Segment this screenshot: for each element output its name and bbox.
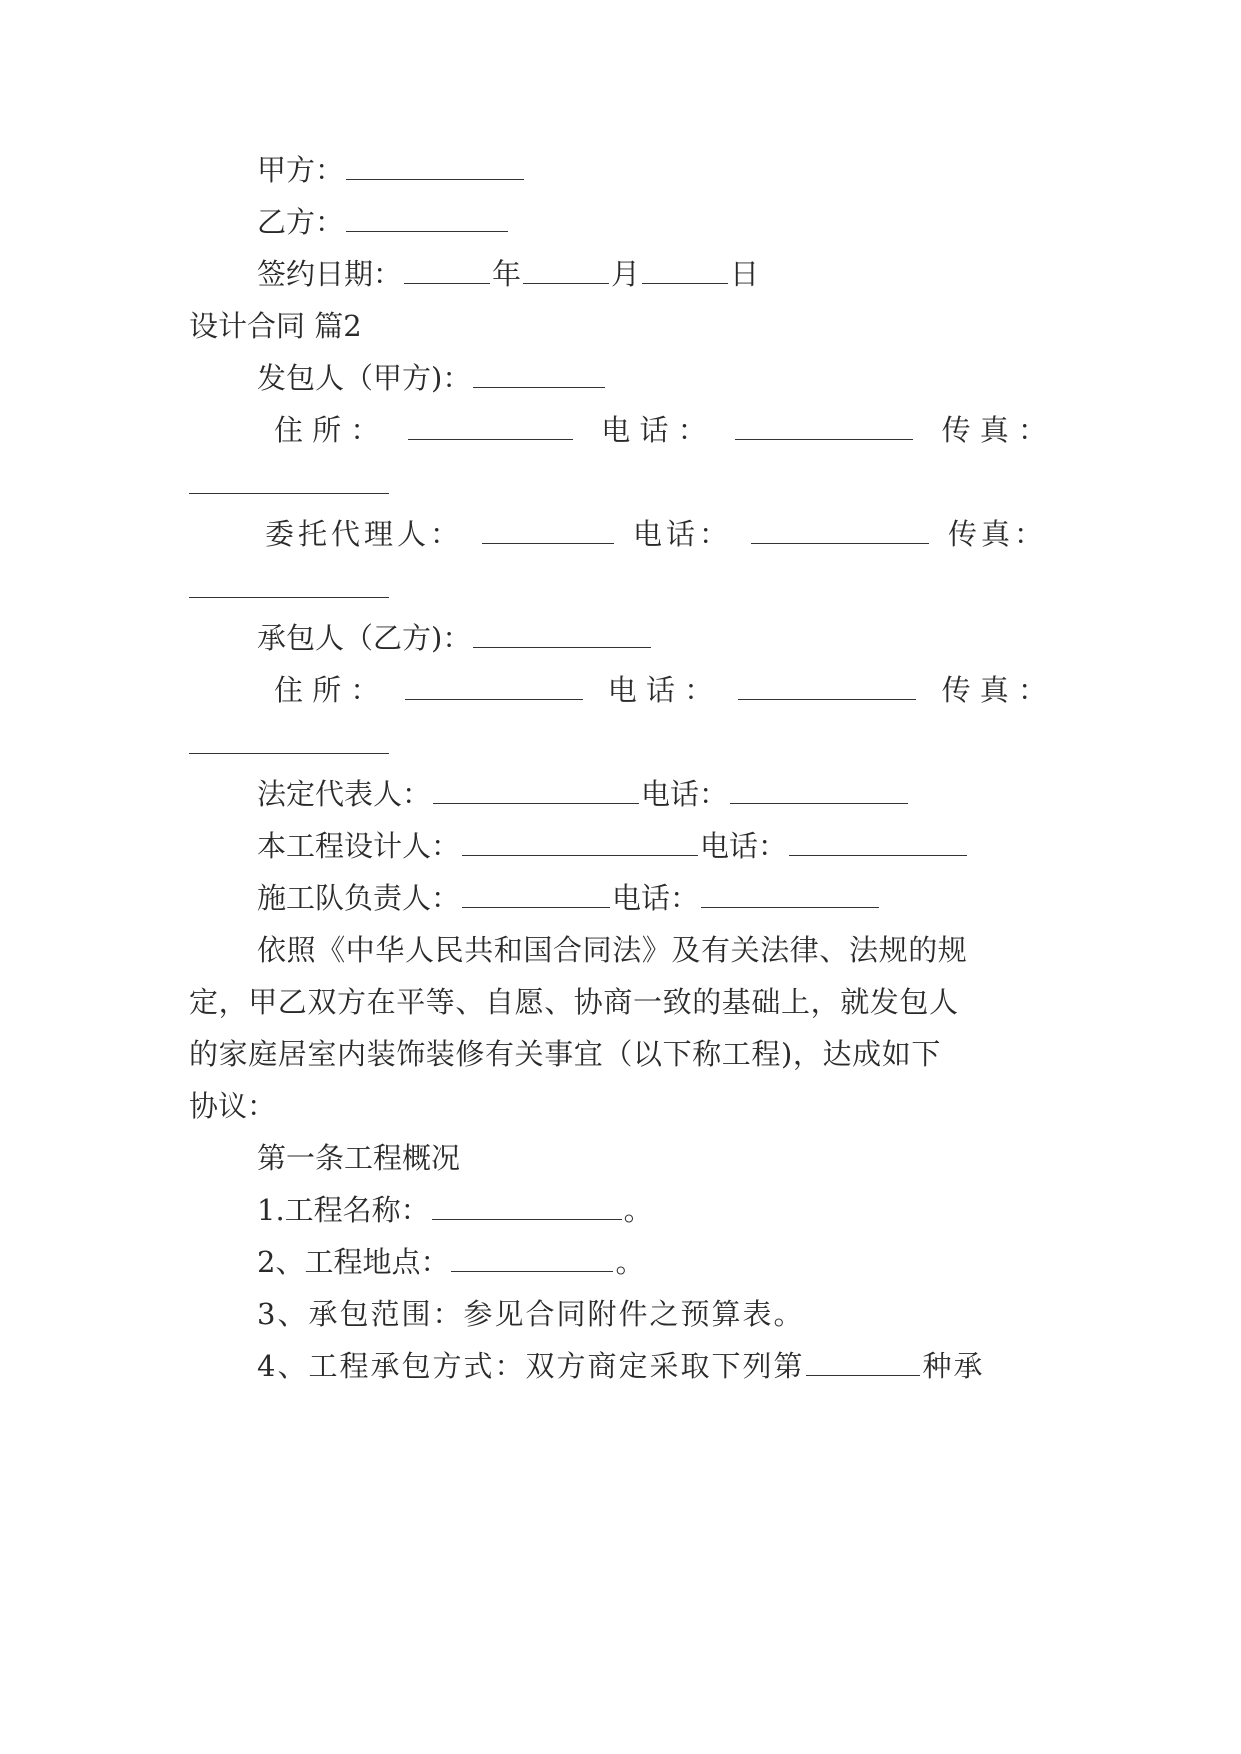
paragraph-line-4: 协议：	[189, 1089, 277, 1123]
party-b-blank	[346, 230, 508, 232]
designer-blank	[462, 854, 698, 856]
agent-fax-label: 传真：	[947, 517, 1047, 551]
issuer-fax-blank	[189, 492, 389, 494]
issuer-contact-line	[274, 413, 1047, 447]
article-1-title: 第一条工程概况	[257, 1141, 461, 1175]
contractor-phone-label: 电 话 ：	[607, 673, 714, 707]
legal-rep-label: 法定代表人：	[257, 777, 432, 811]
designer-phone-label: 电话：	[700, 829, 788, 863]
contractor-address-label: 住 所 ：	[274, 673, 380, 707]
crew-lead-phone-blank	[701, 906, 879, 908]
contractor-contact-line	[274, 673, 1047, 707]
party-b-label: 乙方：	[257, 205, 345, 239]
paragraph-line-1: 依照《中华人民共和国合同法》及有关法律、法规的规	[257, 933, 968, 967]
contractor-label: 承包人（乙方)：	[257, 621, 472, 655]
party-a-label: 甲方：	[257, 153, 345, 187]
issuer-address-label: 住 所 ：	[274, 413, 380, 447]
item-1-line	[257, 1193, 653, 1227]
issuer-fax-label: 传 真 ：	[941, 413, 1047, 447]
day-label: 日	[730, 257, 760, 291]
agent-line	[265, 517, 1047, 551]
item-3-line: 3、承包范围：参见合同附件之预算表。	[257, 1297, 805, 1331]
designer-phone-blank	[789, 854, 967, 856]
party-b-line	[257, 205, 510, 239]
sign-date-label: 签约日期：	[257, 257, 403, 291]
item-2-blank	[451, 1270, 613, 1272]
legal-rep-phone-blank	[730, 802, 908, 804]
contractor-phone-blank	[738, 698, 916, 700]
party-a-line	[257, 153, 526, 187]
agent-phone-label: 电话：	[632, 517, 732, 551]
agent-fax-blank	[189, 596, 389, 598]
issuer-phone-blank	[735, 438, 913, 440]
paragraph-line-3: 的家庭居室内装饰装修有关事宜（以下称工程)，达成如下	[189, 1037, 941, 1071]
contractor-line	[257, 621, 653, 655]
contractor-address-blank	[405, 698, 583, 700]
legal-rep-phone-label: 电话：	[641, 777, 729, 811]
designer-label: 本工程设计人：	[257, 829, 461, 863]
legal-rep-blank	[433, 802, 639, 804]
item-1-blank	[432, 1218, 622, 1220]
section-title: 设计合同 篇2	[189, 309, 362, 343]
day-blank	[642, 282, 728, 284]
contractor-fax-blank	[189, 752, 389, 754]
issuer-blank	[473, 386, 605, 388]
item-2-label: 2、工程地点：	[257, 1245, 450, 1279]
year-blank	[404, 282, 490, 284]
month-label: 月	[611, 257, 641, 291]
crew-lead-phone-label: 电话：	[612, 881, 700, 915]
legal-rep-line	[257, 777, 910, 811]
crew-lead-blank	[462, 906, 610, 908]
item-4-line	[257, 1349, 985, 1383]
month-blank	[523, 282, 609, 284]
item-1-period: 。	[623, 1193, 653, 1227]
agent-phone-blank	[751, 542, 929, 544]
sign-date-line	[257, 257, 760, 291]
designer-line	[257, 829, 969, 863]
agent-label: 委托代理人：	[265, 517, 464, 551]
issuer-line	[257, 361, 607, 395]
item-4-label: 4、工程承包方式：双方商定采取下列第	[257, 1349, 805, 1383]
issuer-phone-label: 电 话 ：	[601, 413, 707, 447]
contractor-blank	[473, 646, 651, 648]
contractor-fax-label: 传 真 ：	[941, 673, 1047, 707]
agent-blank	[482, 542, 614, 544]
item-2-period: 。	[615, 1245, 645, 1279]
item-4-blank	[806, 1374, 920, 1376]
crew-lead-line	[257, 881, 881, 915]
item-1-label: 1.工程名称：	[257, 1193, 430, 1227]
party-a-blank	[346, 178, 524, 180]
item-4-tail: 种承	[922, 1349, 985, 1383]
paragraph-line-2: 定，甲乙双方在平等、自愿、协商一致的基础上，就发包人	[189, 985, 959, 1019]
crew-lead-label: 施工队负责人：	[257, 881, 461, 915]
issuer-label: 发包人（甲方)：	[257, 361, 472, 395]
item-2-line	[257, 1245, 645, 1279]
year-label: 年	[492, 257, 522, 291]
issuer-address-blank	[408, 438, 573, 440]
